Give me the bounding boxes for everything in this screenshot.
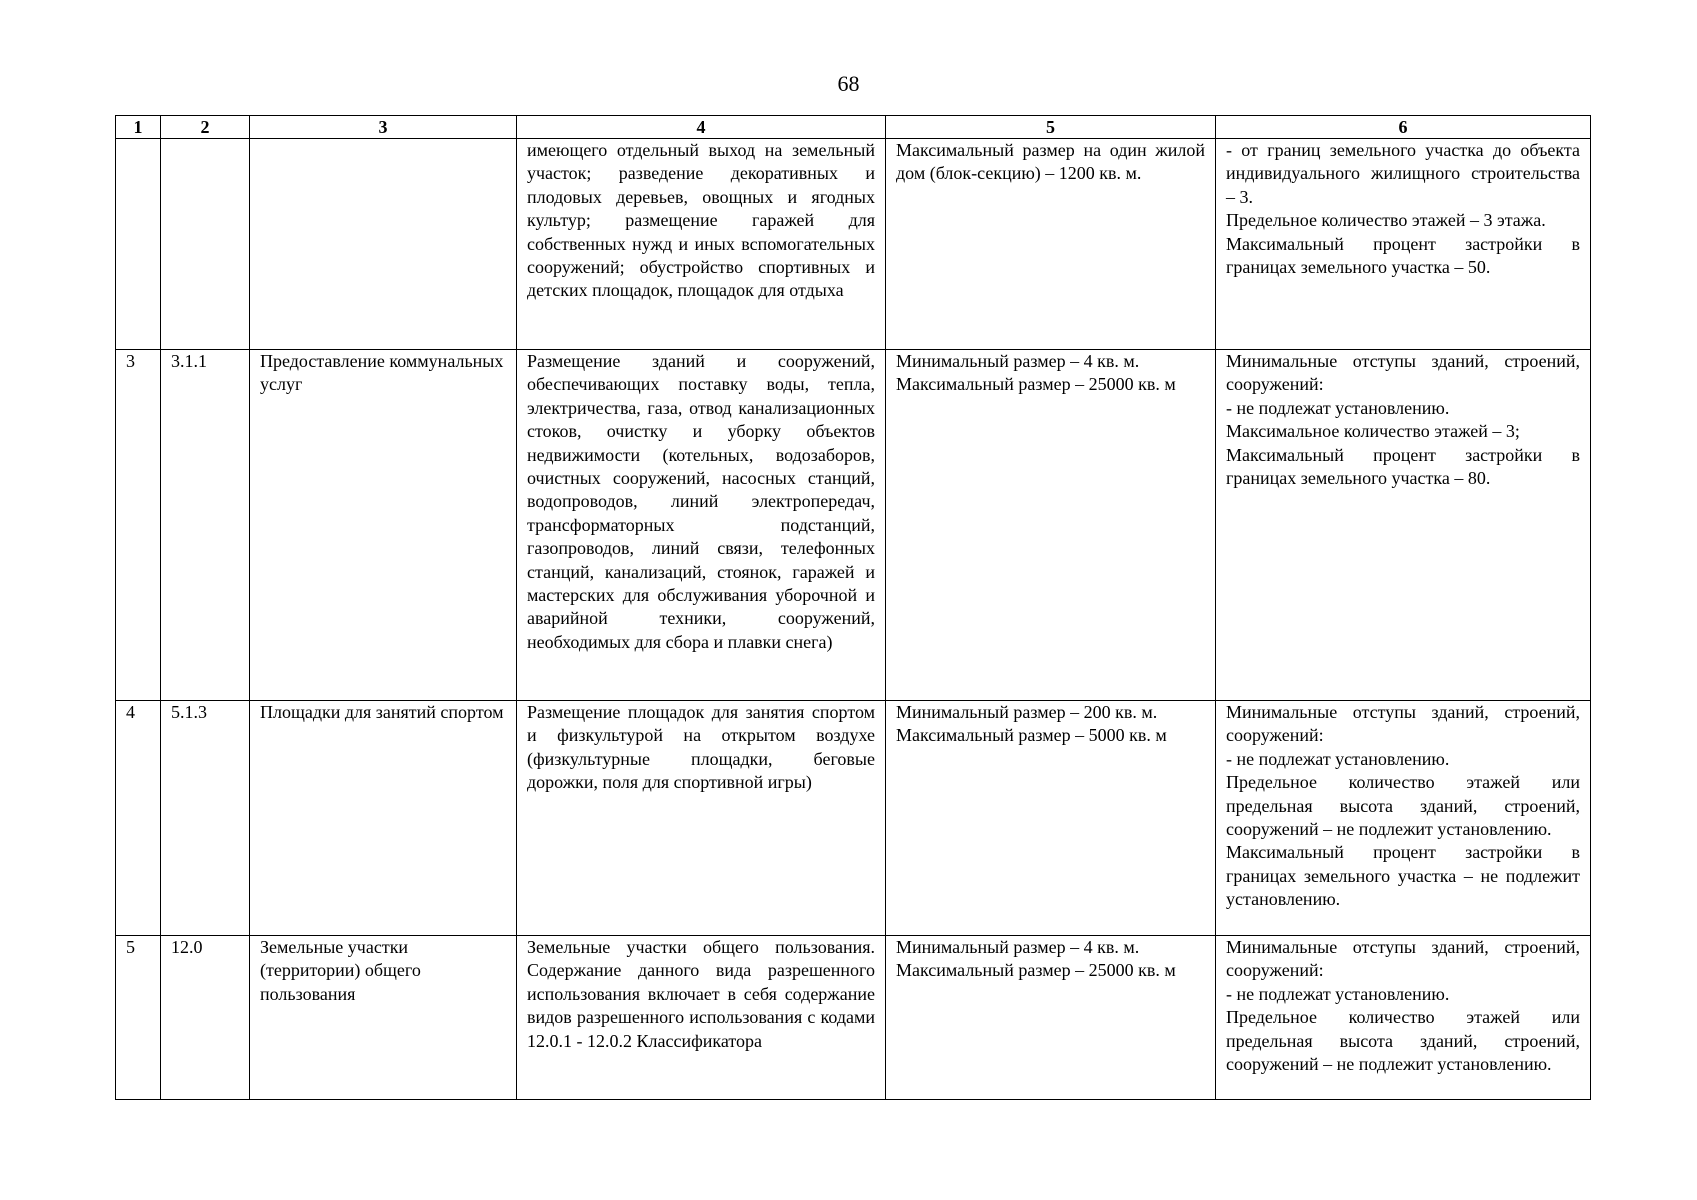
- row-number-cell: 5: [116, 936, 161, 1100]
- param-line: - не подлежат установлению.: [1226, 748, 1450, 769]
- zoning-table: [115, 115, 1591, 1100]
- name-cell: [250, 139, 517, 350]
- param-line: - от границ земельного участка до объекта индивидуального жилищного строительства – 3.: [1226, 140, 1580, 207]
- size-cell: [886, 701, 1216, 936]
- code-cell: 5.1.3: [161, 701, 250, 936]
- table-row: [116, 350, 1591, 701]
- size-cell: [886, 350, 1216, 701]
- param-line: Предельное количество этажей – 3 этажа.: [1226, 210, 1546, 231]
- table-header-row: [116, 116, 1591, 139]
- params-cell: [1216, 350, 1591, 701]
- page-number: 68: [837, 71, 860, 96]
- column-header: 6: [1216, 116, 1591, 139]
- table-row: [116, 139, 1591, 350]
- param-line: Максимальное количество этажей – 3;: [1226, 421, 1520, 442]
- param-line: Минимальные отступы зданий, строений, сооружений:: [1226, 351, 1580, 395]
- size-line: Максимальный размер на один жилой дом (блок-секцию) – 1200 кв. м.: [896, 140, 1205, 184]
- param-line: Предельное количество этажей или предельная высота зданий, строений, сооружений – не подлежит установлению.: [1226, 1007, 1580, 1075]
- column-header: 3: [250, 116, 517, 139]
- size-line: Минимальный размер – 200 кв. м.: [896, 702, 1158, 722]
- params-cell: [1216, 139, 1591, 350]
- size-line: Максимальный размер – 25000 кв. м: [896, 960, 1176, 981]
- param-line: Предельное количество этажей или предельная высота зданий, строений, сооружений – не подлежит установлению.: [1226, 772, 1580, 840]
- description-cell: Размещение площадок для занятия спортом и физкультурой на открытом воздухе (физкультурные площадки, беговые дорожки, поля для спортивной игры): [517, 701, 886, 936]
- description-cell: имеющего отдельный выход на земельный участок; разведение декоративных и плодовых деревьев, овощных и ягодных культур; размещение гаражей для собственных нужд и иных вспомогательных сооружений; обустройство спортивных и детских площадок, площадок для отдыха: [517, 139, 886, 350]
- code-cell: [161, 139, 250, 350]
- size-cell: [886, 936, 1216, 1100]
- size-line: Максимальный размер – 5000 кв. м: [896, 725, 1167, 746]
- param-line: - не подлежат установлению.: [1226, 397, 1450, 418]
- param-line: Минимальные отступы зданий, строений, сооружений:: [1226, 937, 1580, 981]
- description-cell: Земельные участки общего пользования. Содержание данного вида разрешенного использования включает в себя содержание видов разрешенного использования с кодами 12.0.1 - 12.0.2 Классификатора: [517, 936, 886, 1100]
- name-cell: Земельные участки (территории) общего пользования: [250, 936, 517, 1100]
- row-number-cell: 3: [116, 350, 161, 701]
- size-line: Максимальный размер – 25000 кв. м: [896, 374, 1176, 395]
- table-row: [116, 936, 1591, 1100]
- description-cell: Размещение зданий и сооружений, обеспечивающих поставку воды, тепла, электричества, газа, отвод канализационных стоков, очистку и уборку объектов недвижимости (котельных, водозаборов, очистных сооружений, насосных станций, водопроводов, линий электропередач, трансформаторных подстанций, газопроводов, линий связи, телефонных станций, канализаций, стоянок, гаражей и мастерских для обслуживания уборочной и аварийной техники, сооружений, необходимых для сбора и плавки снега): [517, 350, 886, 701]
- params-cell: [1216, 936, 1591, 1100]
- name-cell: Площадки для занятий спортом: [250, 701, 517, 936]
- param-line: Максимальный процент застройки в границах земельного участка – 50.: [1226, 233, 1580, 278]
- param-line: Максимальный процент застройки в границах земельного участка – 80.: [1226, 444, 1580, 489]
- column-header: 5: [886, 116, 1216, 139]
- param-line: - не подлежат установлению.: [1226, 983, 1450, 1004]
- code-cell: 12.0: [161, 936, 250, 1100]
- table-row: [116, 701, 1591, 936]
- name-cell: Предоставление коммунальных услуг: [250, 350, 517, 701]
- size-line: Минимальный размер – 4 кв. м.: [896, 351, 1140, 371]
- column-header: 1: [116, 116, 161, 139]
- row-number-cell: [116, 139, 161, 350]
- param-line: Минимальные отступы зданий, строений, сооружений:: [1226, 702, 1580, 746]
- column-header: 2: [161, 116, 250, 139]
- column-header: 4: [517, 116, 886, 139]
- row-number-cell: 4: [116, 701, 161, 936]
- size-line: Минимальный размер – 4 кв. м.: [896, 937, 1140, 957]
- param-line: Максимальный процент застройки в границах земельного участка – не подлежит установлению.: [1226, 842, 1580, 910]
- params-cell: [1216, 701, 1591, 936]
- code-cell: 3.1.1: [161, 350, 250, 701]
- size-cell: [886, 139, 1216, 350]
